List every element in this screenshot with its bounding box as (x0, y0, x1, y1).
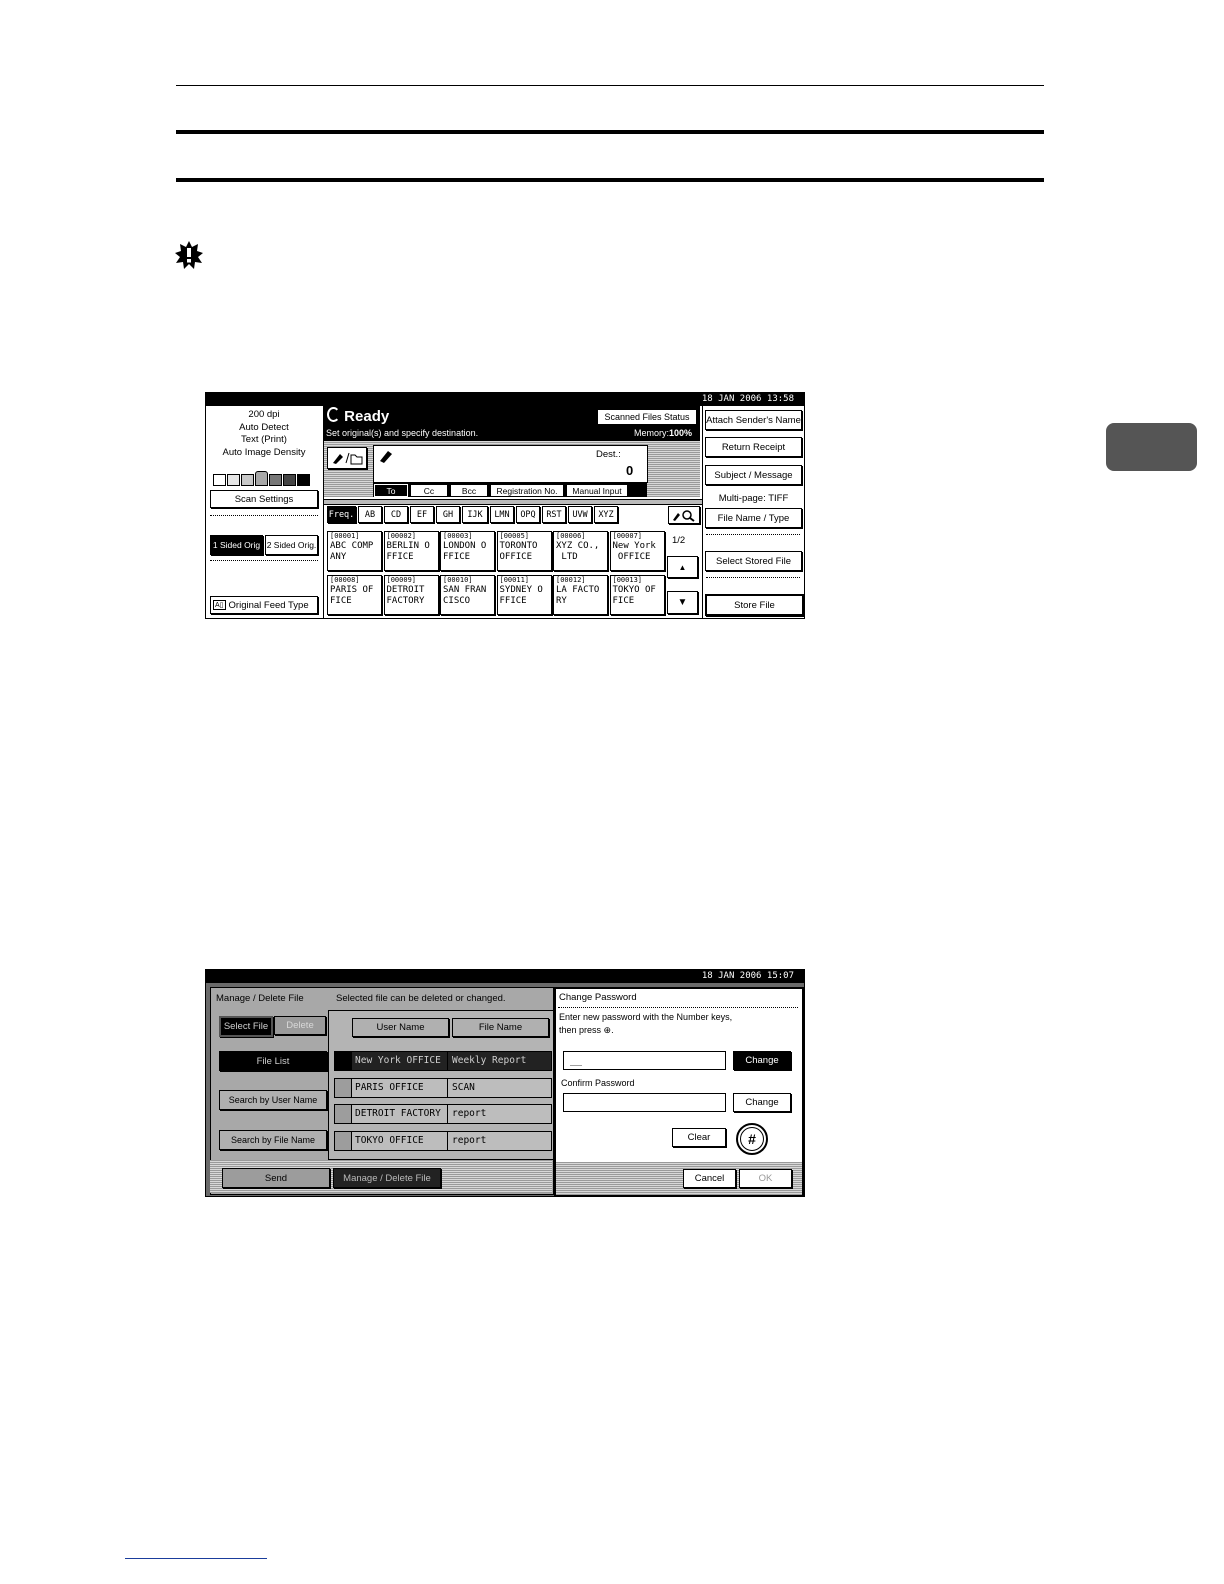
destination-button[interactable] (497, 575, 552, 615)
row-file-name: report (447, 1105, 486, 1123)
confirm-change-button[interactable]: Change (733, 1093, 791, 1112)
change-password-dialog (554, 987, 804, 1197)
select-file-button[interactable]: Select File (219, 1016, 273, 1037)
instruction-line-1: Enter new password with the Number keys, (559, 1012, 733, 1022)
index-key-lmn[interactable]: LMN (490, 506, 514, 523)
scroll-up-button[interactable] (667, 556, 698, 578)
file-name-type-button[interactable]: File Name / Type (705, 508, 802, 528)
destination-id: [00005] (499, 532, 530, 540)
scan-settings-button[interactable]: Scan Settings (210, 490, 318, 508)
search-by-file-name-button[interactable]: Search by File Name (219, 1130, 327, 1150)
manage-delete-mode-button[interactable]: Manage / Delete File (333, 1168, 441, 1188)
index-key-uvw[interactable]: UVW (568, 506, 592, 523)
destination-name-line-2: RY (556, 596, 567, 606)
detect-label: Auto Detect (239, 421, 289, 433)
scroll-down-button[interactable] (667, 591, 698, 614)
destination-button[interactable] (440, 575, 495, 615)
divider (706, 534, 800, 536)
destination-button[interactable] (610, 575, 665, 615)
destination-id: [00011] (499, 576, 530, 584)
destination-id: [00010] (443, 576, 473, 584)
confirm-password-field[interactable] (563, 1093, 726, 1112)
subject-message-button[interactable]: Subject / Message (705, 465, 802, 485)
destination-id: [00003] (443, 532, 473, 540)
dest-count: 0 (626, 463, 634, 478)
cancel-button[interactable]: Cancel (683, 1169, 736, 1188)
multipage-label: Multi-page: TIFF (718, 493, 789, 504)
density-swatch (241, 474, 254, 486)
row-select-cell (335, 1132, 352, 1150)
memory-value: 100% (669, 428, 693, 438)
status-message: Set original(s) and specify destination. (326, 428, 479, 438)
memory-label: Memory: (634, 428, 670, 438)
scanned-files-status-button[interactable]: Scanned Files Status (597, 409, 697, 425)
destination-name-line-2: FFICE (386, 552, 414, 562)
separator (324, 499, 702, 505)
index-key-rst[interactable]: RST (542, 506, 566, 523)
index-key-freq[interactable]: Freq. (327, 506, 356, 523)
density-swatch (213, 474, 226, 486)
destination-button[interactable] (327, 531, 382, 571)
section-rule-bottom (176, 178, 1044, 182)
destination-name-line-1: SAN FRAN (443, 585, 487, 595)
footer-rule (125, 1558, 267, 1559)
divider (210, 560, 318, 562)
destination-name-line-1: PARIS OF (330, 585, 374, 595)
destination-name-line-2: FICE (330, 596, 352, 606)
tab-manual-input[interactable]: Manual Input (566, 484, 628, 497)
feed-type-icon: A▯ (215, 602, 224, 609)
search-destination-button[interactable] (668, 506, 700, 524)
manage-delete-header: Manage / Delete File (216, 993, 304, 1004)
destination-button[interactable] (553, 531, 608, 571)
tab-cc[interactable]: Cc (410, 484, 448, 497)
destination-button[interactable] (610, 531, 665, 571)
dialog-title: Change Password (559, 992, 637, 1003)
destination-name-line-2: OFFICE (499, 552, 533, 562)
chapter-tab (1106, 423, 1197, 471)
destination-id: [00009] (386, 576, 417, 584)
ok-button[interactable]: OK (739, 1169, 792, 1188)
destination-button[interactable] (440, 531, 495, 571)
important-icon (174, 240, 204, 270)
density-label: Auto Image Density (222, 446, 306, 458)
search-by-user-name-button[interactable]: Search by User Name (219, 1090, 327, 1110)
density-swatch (283, 474, 296, 486)
ready-status (327, 407, 389, 426)
destination-name-line-1: TOKYO OF (612, 585, 656, 595)
index-key-ab[interactable]: AB (358, 506, 382, 523)
destination-button[interactable] (497, 531, 552, 571)
hash-icon: # (740, 1127, 764, 1151)
row-user-name: DETROIT FACTORY (355, 1108, 441, 1119)
datetime-bar: 18 JAN 2006 15:07 (206, 970, 804, 983)
row-user-name: TOKYO OFFICE (355, 1134, 424, 1146)
confirm-password-label: Confirm Password (561, 1078, 635, 1088)
destination-button[interactable] (384, 531, 439, 571)
density-swatch-selected (255, 471, 268, 486)
spinner-icon (327, 407, 340, 422)
index-key-xyz[interactable]: XYZ (594, 506, 618, 523)
density-swatch (269, 474, 282, 486)
original-feed-type-button[interactable] (210, 596, 318, 614)
one-sided-button[interactable]: 1 Sided Orig (210, 535, 263, 555)
memory-indicator (634, 428, 692, 438)
density-swatch (227, 474, 240, 486)
destination-field[interactable] (373, 445, 648, 483)
clear-button[interactable]: Clear (672, 1128, 726, 1147)
index-key-opq[interactable]: OPQ (516, 506, 540, 523)
destination-name-line-1: DETROIT (386, 585, 425, 595)
index-key-cd[interactable]: CD (384, 506, 408, 523)
pen-icon (379, 449, 395, 463)
select-stored-file-button[interactable]: Select Stored File (705, 551, 802, 571)
row-user-name: PARIS OFFICE (355, 1081, 424, 1093)
tab-to[interactable]: To (374, 484, 408, 497)
index-key-gh[interactable]: GH (436, 506, 460, 523)
row-select-cell (335, 1105, 352, 1123)
destination-name-line-2: CISCO (443, 596, 471, 606)
file-name-sort-button[interactable]: File Name (452, 1018, 549, 1037)
delete-button[interactable]: Delete (274, 1016, 326, 1035)
destination-name-line-2: FICE (612, 596, 635, 606)
destination-id: [00007] (612, 532, 643, 540)
row-file-name: report (447, 1132, 486, 1150)
divider (210, 515, 318, 517)
destination-name-line-1: TORONTO (499, 541, 538, 551)
attach-sender-name-button[interactable]: Attach Sender's Name (705, 410, 802, 430)
section-rule-top (176, 130, 1044, 134)
manage-file-screen (205, 969, 805, 1197)
search-icon (672, 509, 696, 522)
destination-button[interactable] (384, 575, 439, 615)
destination-name-line-2: FACTORY (386, 596, 425, 606)
row-file-name: Weekly Report (447, 1052, 526, 1070)
destination-name-line-2: FFICE (499, 596, 527, 606)
datetime-bar: 18 JAN 2006 13:58 (206, 393, 804, 406)
pen-folder-icon (331, 451, 363, 465)
divider (558, 1007, 798, 1009)
two-sided-button[interactable]: 2 Sided Orig. (265, 535, 318, 555)
change-password-button[interactable]: Change (733, 1051, 791, 1070)
file-row[interactable] (334, 1104, 552, 1124)
arrow-up-icon: ▲ (678, 562, 687, 572)
selection-hint: Selected file can be deleted or changed. (336, 993, 506, 1004)
row-file-name: SCAN (447, 1079, 475, 1097)
file-row[interactable] (334, 1078, 552, 1098)
scanner-ready-screen (205, 392, 805, 619)
index-key-ef[interactable]: EF (410, 506, 434, 523)
destination-name-line-1: LA FACTO (556, 585, 600, 595)
ready-label: Ready (344, 408, 390, 425)
new-password-field[interactable]: __ (563, 1051, 726, 1070)
destination-id: [00013] (612, 576, 643, 584)
dest-label: Dest.: (596, 449, 621, 460)
destination-name-line-1: ABC COMP (330, 541, 374, 551)
destination-id: [00008] (330, 576, 360, 584)
store-file-button[interactable]: Store File (705, 594, 804, 616)
destination-name-line-1: New York (612, 541, 656, 551)
send-mode-button[interactable]: Send (222, 1168, 330, 1188)
file-row[interactable] (334, 1051, 552, 1071)
destination-mode-button[interactable] (327, 447, 367, 469)
destination-name-line-2: FFICE (443, 552, 471, 562)
destination-name-line-2: LTD (556, 552, 578, 562)
row-select-cell (335, 1079, 352, 1097)
file-row[interactable] (334, 1131, 552, 1151)
header-rule (176, 85, 1044, 86)
row-select-cell (335, 1052, 352, 1070)
page-indicator: 1/2 (672, 535, 686, 546)
scan-settings-summary (206, 409, 322, 459)
destination-id: [00012] (556, 576, 586, 584)
resolution-label: 200 dpi (248, 409, 280, 420)
tab-registration-no[interactable]: Registration No. (490, 484, 564, 497)
tab-bcc[interactable]: Bcc (450, 484, 488, 497)
destination-id: [00006] (556, 532, 586, 540)
divider (706, 577, 800, 579)
destination-name-line-2: ANY (330, 552, 347, 562)
hash-key-button[interactable] (736, 1123, 768, 1155)
destination-name-line-1: XYZ CO., (556, 541, 600, 551)
feed-type-label: Original Feed Type (228, 599, 309, 611)
row-user-name: New York OFFICE (355, 1055, 441, 1066)
density-swatch (297, 474, 310, 486)
instruction-line-2: then press ⊕. (559, 1025, 614, 1035)
destination-name-line-1: SYDNEY O (499, 585, 543, 595)
user-name-sort-button[interactable]: User Name (352, 1018, 449, 1037)
destination-name-line-1: LONDON O (443, 541, 487, 551)
column-divider (702, 406, 703, 618)
destination-id: [00002] (386, 532, 417, 540)
destination-name-line-2: OFFICE (612, 552, 651, 562)
mode-label: Text (Print) (241, 434, 287, 445)
destination-name-line-1: BERLIN O (386, 541, 430, 551)
destination-button[interactable] (553, 575, 608, 615)
destination-button[interactable] (327, 575, 382, 615)
return-receipt-button[interactable]: Return Receipt (705, 437, 802, 457)
file-list-button[interactable]: File List (219, 1051, 327, 1071)
arrow-down-icon: ▼ (677, 597, 688, 608)
index-key-ijk[interactable]: IJK (462, 506, 488, 523)
destination-id: [00001] (330, 532, 360, 540)
